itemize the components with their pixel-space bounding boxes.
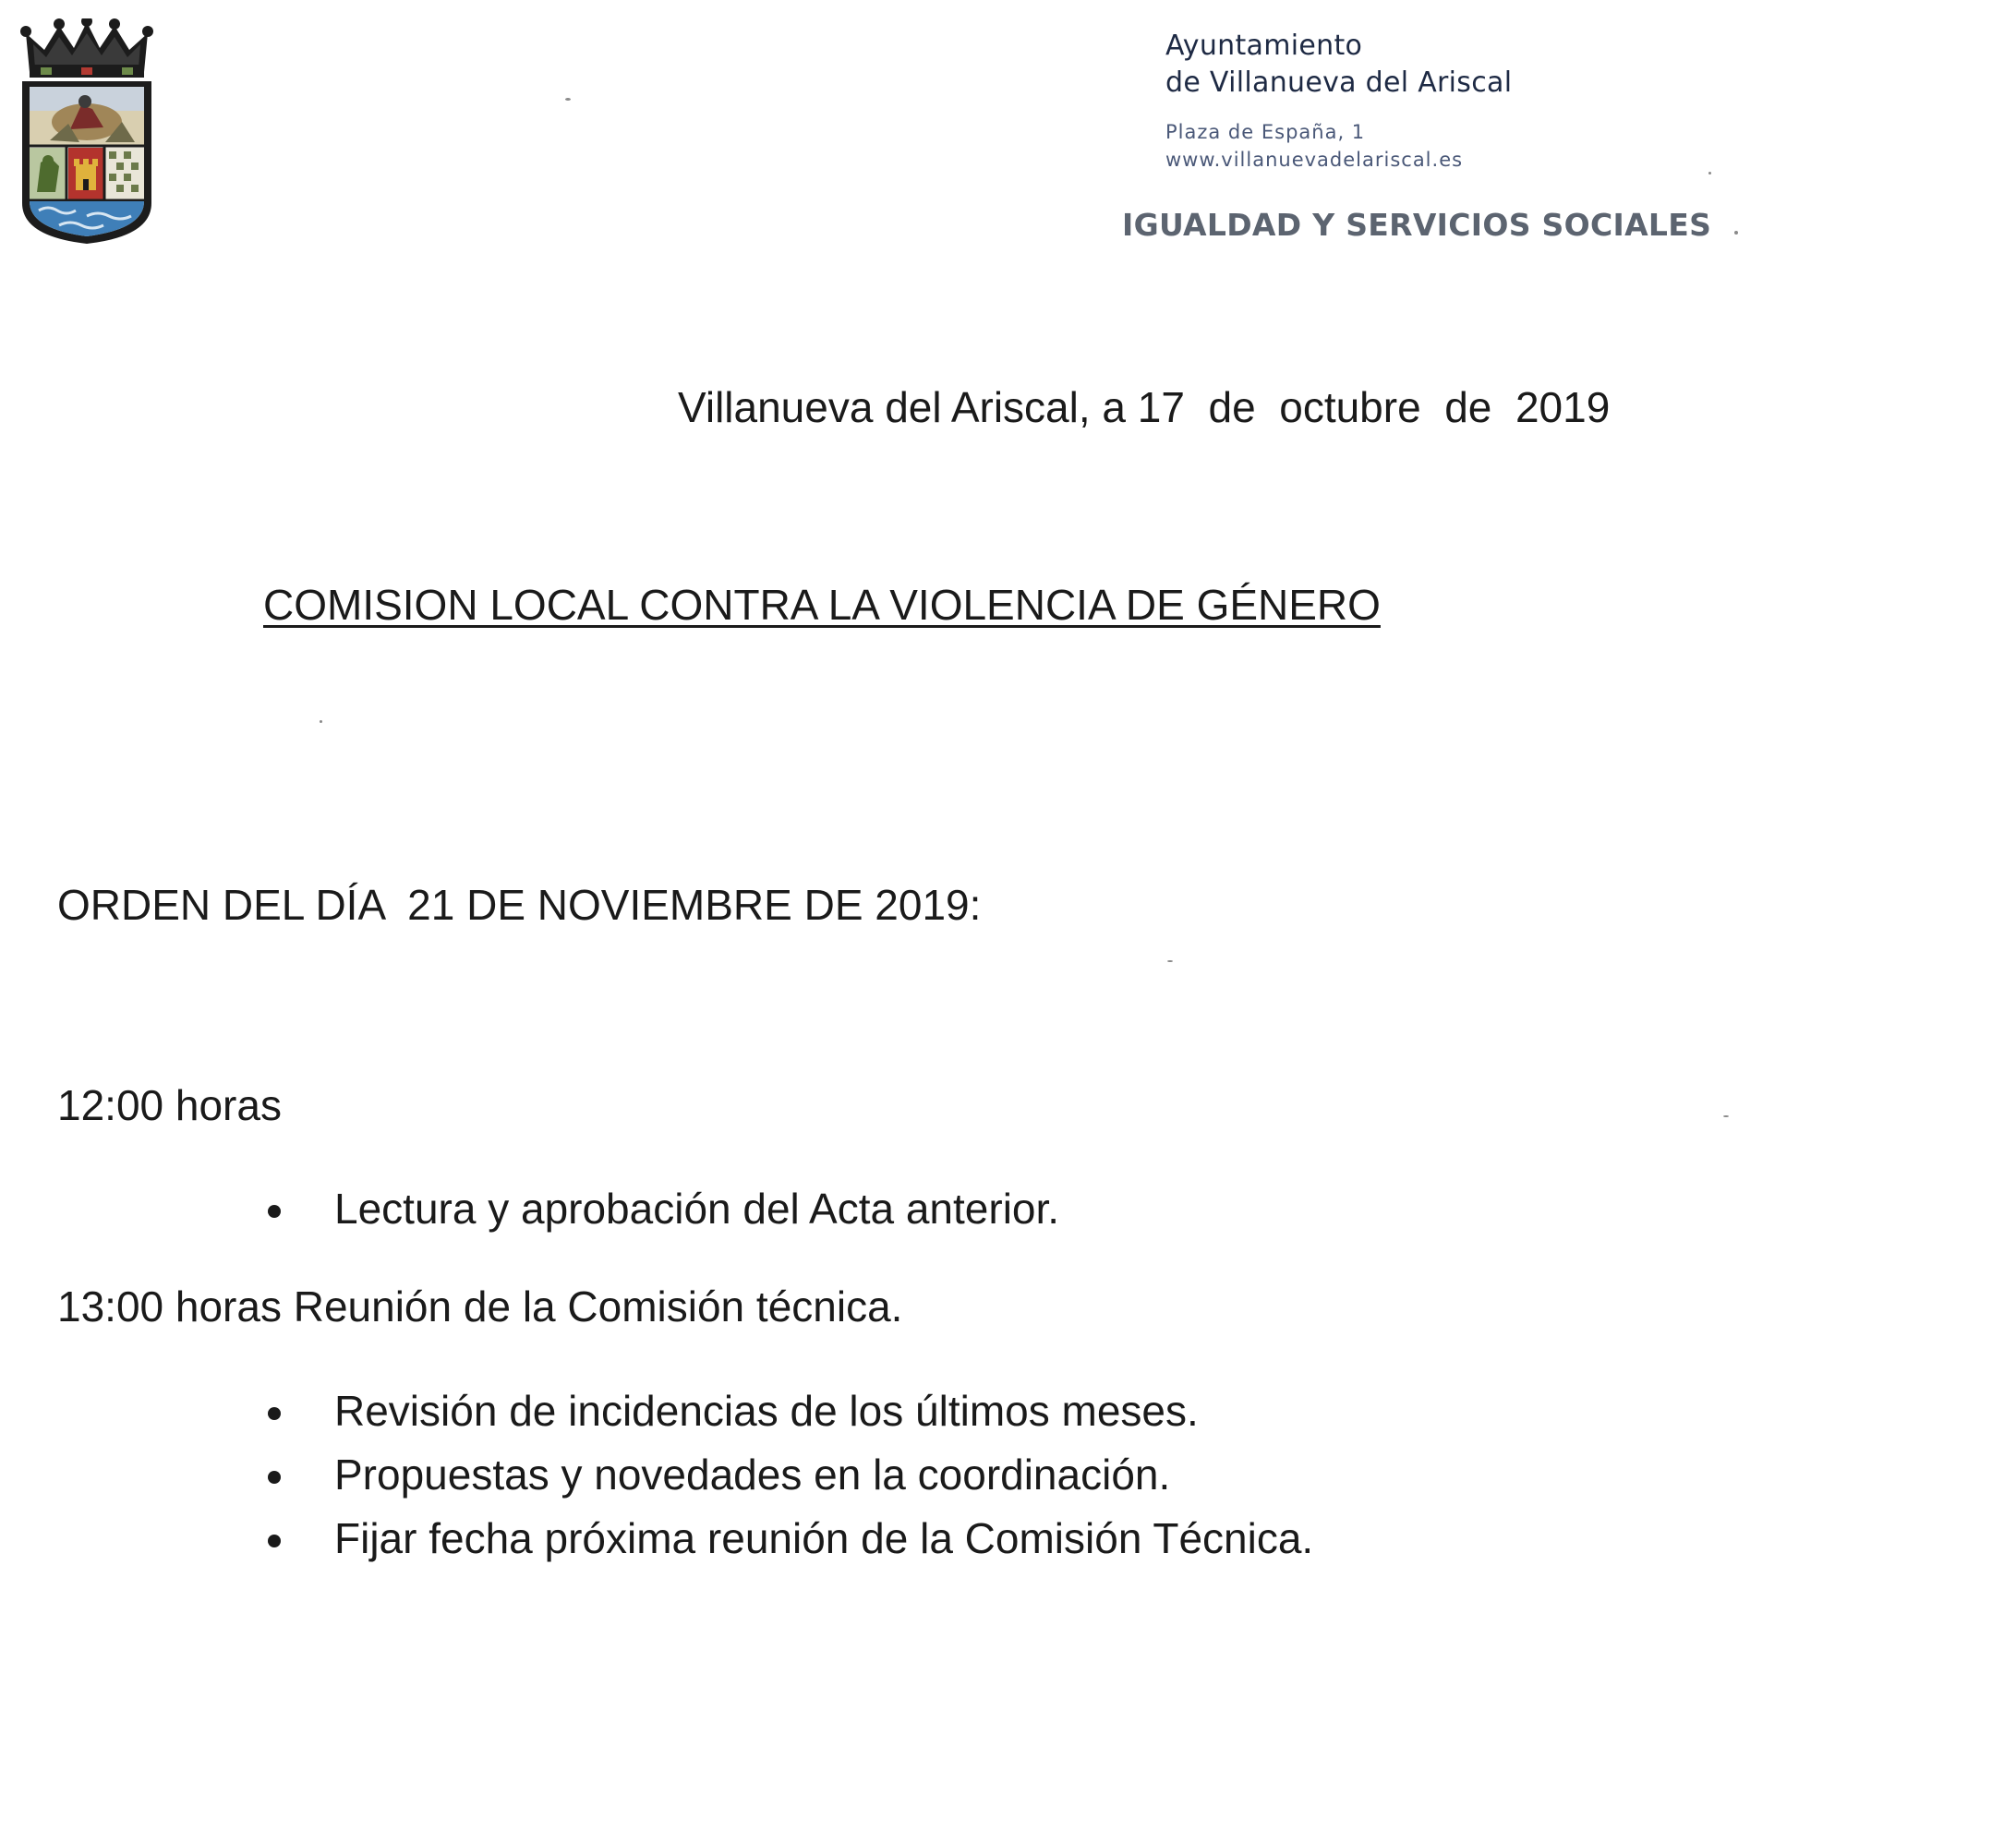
list-item-text: Lectura y aprobación del Acta anterior. bbox=[334, 1185, 1060, 1233]
bullet-icon bbox=[268, 1205, 281, 1218]
letterhead bbox=[1165, 28, 1812, 174]
scan-speck bbox=[1723, 1115, 1729, 1117]
scan-speck bbox=[565, 98, 571, 101]
list-item-text: Propuestas y novedades en la coordinación. bbox=[334, 1451, 1171, 1499]
session-2-items bbox=[259, 1379, 1313, 1571]
list-item-text: Revisión de incidencias de los últimos meses. bbox=[334, 1387, 1199, 1435]
session-2-time: 13:00 horas Reunión de la Comisión técnica. bbox=[57, 1282, 903, 1330]
session-1-items bbox=[259, 1177, 1059, 1241]
scan-speck bbox=[1167, 960, 1173, 962]
document-title: COMISION LOCAL CONTRA LA VIOLENCIA DE GÉNERO bbox=[263, 581, 1381, 629]
shield-checker-quarter-icon bbox=[105, 148, 144, 199]
crown-icon bbox=[20, 18, 153, 78]
shield-lion-quarter-icon bbox=[30, 148, 66, 199]
list-item bbox=[259, 1507, 1313, 1571]
list-item bbox=[259, 1443, 1313, 1507]
list-item-text: Fijar fecha próxima reunión de la Comisión Técnica. bbox=[334, 1514, 1314, 1562]
scan-speck bbox=[1734, 231, 1738, 235]
department-name: IGUALDAD Y SERVICIOS SOCIALES bbox=[1122, 207, 1712, 243]
scan-speck bbox=[320, 720, 322, 723]
coat-of-arms-logo bbox=[13, 18, 161, 245]
scan-speck bbox=[1708, 172, 1711, 175]
org-name-line-1: Ayuntamiento bbox=[1165, 30, 1363, 62]
org-contact-block bbox=[1165, 118, 1812, 174]
list-item bbox=[259, 1177, 1059, 1241]
org-name-line-2: de Villanueva del Ariscal bbox=[1165, 66, 1513, 99]
org-address: Plaza de España, 1 bbox=[1165, 121, 1366, 143]
bullet-icon bbox=[268, 1535, 281, 1547]
bullet-icon bbox=[268, 1471, 281, 1484]
org-website: www.villanuevadelariscal.es bbox=[1165, 149, 1464, 171]
agenda-heading: ORDEN DEL DÍA 21 DE NOVIEMBRE DE 2019: bbox=[57, 881, 982, 929]
shield-castle-quarter-icon bbox=[68, 148, 103, 199]
bullet-icon bbox=[268, 1407, 281, 1420]
list-item bbox=[259, 1379, 1313, 1443]
session-1-time: 12:00 horas bbox=[57, 1081, 282, 1129]
place-date-line: Villanueva del Ariscal, a 17 de octubre de 2019 bbox=[678, 383, 1611, 431]
shield-scene-icon bbox=[30, 87, 144, 146]
